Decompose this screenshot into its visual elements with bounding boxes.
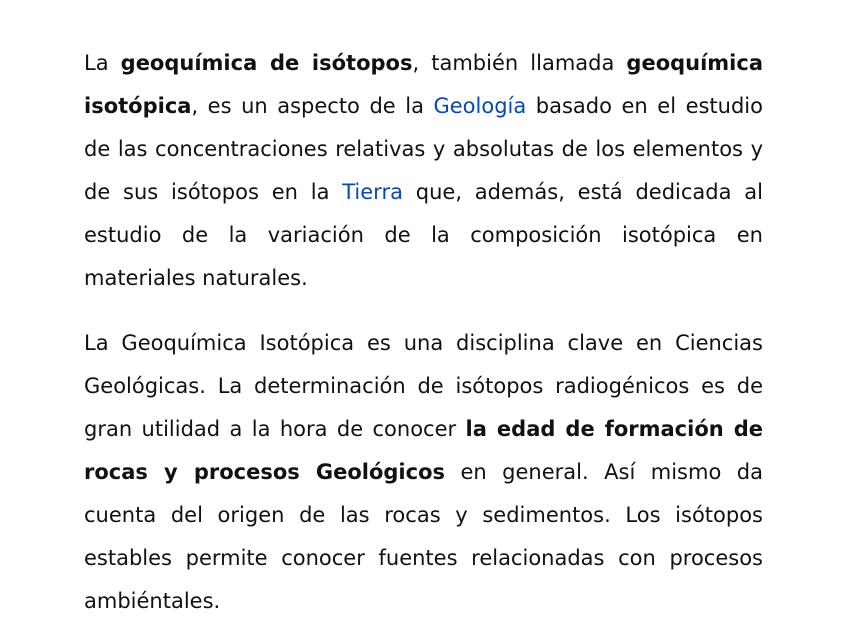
text-run: basado en el estudio de las concentraciones relativas y absolutas de los elementos y de sus isótopos en la bbox=[84, 94, 763, 204]
text-run: La bbox=[84, 51, 121, 75]
link-geologia[interactable]: Geología bbox=[433, 94, 527, 118]
bold-term-geoquimica-de-isotopos: geoquímica de isótopos bbox=[120, 51, 413, 75]
paragraph-geoquimica-importance bbox=[84, 322, 763, 623]
bold-term-geoquimica-isotopica: geoquímica isotópica bbox=[84, 51, 764, 118]
paragraph-geoquimica-definition bbox=[84, 42, 763, 300]
text-run: en general. Así mismo da cuenta del origen de las rocas y sedimentos. Los isótopos estables permite conocer fuentes relacionadas con procesos ambiéntales. bbox=[84, 460, 763, 613]
document-body bbox=[84, 42, 763, 623]
bold-phrase-edad-de-formacion: la edad de formación de rocas y procesos Geológicos bbox=[84, 417, 763, 484]
link-tierra[interactable]: Tierra bbox=[342, 180, 403, 204]
text-run: que, además, está dedicada al estudio de la variación de la composición isotópica en materiales naturales. bbox=[84, 180, 763, 290]
text-run: , es un aspecto de la bbox=[191, 94, 434, 118]
text-run: , también llamada bbox=[412, 51, 627, 75]
text-run: La Geoquímica Isotópica es una disciplina clave en Ciencias Geológicas. La determinación de isótopos radiogénicos es de gran utilidad a la hora de conocer bbox=[84, 331, 763, 441]
